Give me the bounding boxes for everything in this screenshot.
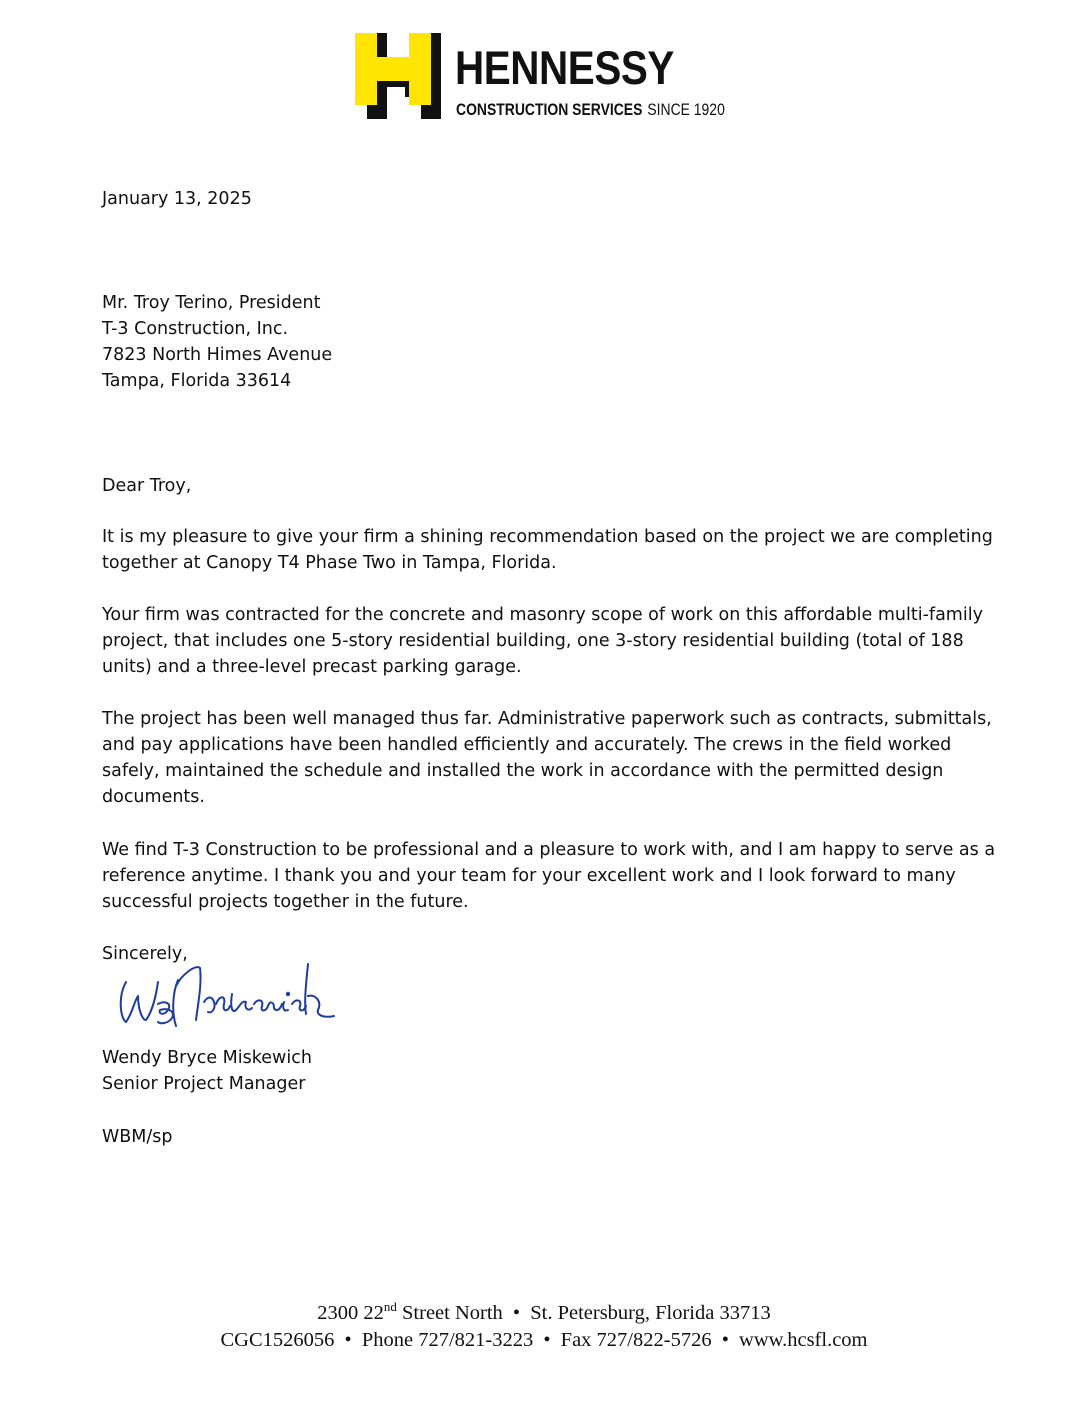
- since-text: SINCE 1920: [647, 100, 725, 119]
- bullet-separator: •: [344, 1329, 352, 1351]
- body-paragraph: We find T-3 Construction to be professional and a pleasure to work with, and I am happy to serve as a reference anytime. I thank you and your team for your excellent work and I look forward to many successful projects together in the future.: [102, 840, 996, 912]
- footer-street-suffix: nd: [383, 1299, 397, 1315]
- recipient-address: [102, 290, 332, 394]
- letter-date: January 13, 2025: [102, 189, 252, 209]
- signer-name: Wendy Bryce Miskewich: [102, 1048, 312, 1068]
- body-paragraph: The project has been well managed thus far. Administrative paperwork such as contracts, submittals, and pay applications have been handled efficiently and accurately. The crews in the field worked safely, maintained the schedule and installed the work in accordance with the permitted design documents.: [102, 709, 992, 807]
- handwritten-signature: [112, 944, 340, 1036]
- footer-website[interactable]: www.hcsfl.com: [739, 1329, 868, 1351]
- signer-title: Senior Project Manager: [102, 1074, 306, 1094]
- footer-street-number: 2300 22: [317, 1302, 384, 1324]
- hennessy-h-logo-icon: [355, 33, 447, 119]
- tagline-text: CONSTRUCTION SERVICES: [456, 100, 643, 119]
- bullet-separator: •: [512, 1302, 521, 1324]
- company-logo: [355, 33, 745, 121]
- body-paragraph: Your firm was contracted for the concrete and masonry scope of work on this affordable multi-family project, that includes one 5-story residential building, one 3-story residential building (total of 188 units) and a three-level precast parking garage.: [102, 605, 983, 677]
- footer-license: CGC1526056: [220, 1329, 335, 1351]
- footer-city: St. Petersburg, Florida 33713: [530, 1302, 771, 1324]
- recipient-line: 7823 North Himes Avenue: [102, 345, 333, 365]
- reference-initials: WBM/sp: [102, 1127, 173, 1147]
- recipient-line: T-3 Construction, Inc.: [102, 319, 289, 339]
- closing: Sincerely,: [102, 944, 188, 964]
- salutation: Dear Troy,: [102, 476, 192, 496]
- footer-fax: Fax 727/822-5726: [560, 1329, 712, 1351]
- body-paragraph: It is my pleasure to give your firm a shining recommendation based on the project we are completing together at Canopy T4 Phase Two in Tampa, Florida.: [102, 527, 993, 573]
- bullet-separator: •: [721, 1329, 729, 1351]
- footer-contact: [0, 1327, 1088, 1354]
- footer-phone: Phone 727/821-3223: [361, 1329, 534, 1351]
- recipient-line: Mr. Troy Terino, President: [102, 293, 321, 313]
- company-tagline: [456, 100, 725, 120]
- recipient-line: Tampa, Florida 33614: [102, 371, 292, 391]
- footer-street: Street North: [402, 1302, 503, 1324]
- footer-address: [0, 1300, 1088, 1327]
- bullet-separator: •: [543, 1329, 551, 1351]
- company-name: HENNESSY: [455, 41, 674, 94]
